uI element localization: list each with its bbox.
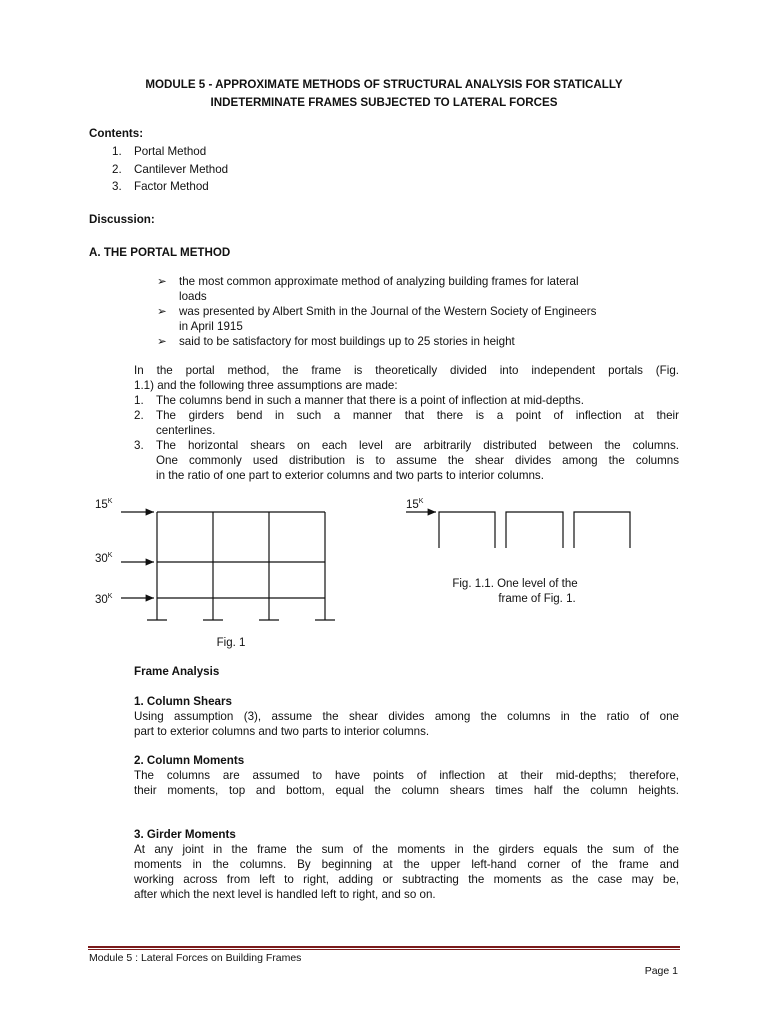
section-title: 3. Girder Moments (134, 828, 236, 841)
assumption-item: 2. The girders bend in such a manner that there is a point of inflection at their centerlines. (134, 409, 679, 437)
title-line-1: MODULE 5 - APPROXIMATE METHODS OF STRUCTURAL ANALYSIS FOR STATICALLY (145, 78, 623, 91)
portal (574, 512, 630, 548)
assumption-item: 1. The columns bend in such a manner that there is a point of inflection at mid-depths. (134, 394, 584, 407)
load-label: $15^K$ (406, 498, 424, 511)
frame-analysis-heading: Frame Analysis (134, 665, 220, 678)
portal-intro: In the portal method, the frame is theoretically divided into independent portals (Fig. 1.1) and the following three assumptions are made: (134, 364, 679, 392)
portal (439, 512, 495, 548)
column-moments-section: 2. Column Moments The columns are assumed to have points of inflection at their mid-depths; therefore, their moments, top and bottom, equal the column shears times half the column heights. (134, 754, 679, 797)
portal (506, 512, 563, 548)
load-label: $30^K$ (95, 593, 113, 606)
bullet-item: ➢ was presented by Albert Smith in the Journal of the Western Society of Engineers in April 1915 (157, 305, 597, 333)
discussion-heading: Discussion: (89, 213, 155, 226)
portal-frames (439, 512, 630, 548)
load-label: $15^K$ (95, 498, 113, 511)
portal-method-heading: A. THE PORTAL METHOD (89, 246, 231, 259)
column-shears-section: 1. Column Shears Using assumption (3), assume the shear divides among the columns in the ratio of one part to exterior columns and two parts to interior columns. (134, 695, 679, 738)
load-label: $30^K$ (95, 552, 113, 565)
fig11-caption-line2: frame of Fig. 1. (498, 593, 576, 605)
contents-item: 3. Factor Method (112, 180, 209, 193)
girder-moments-section: 3. Girder Moments At any joint in the frame the sum of the moments in the girders equals the sum of the moments in the columns. By beginning at the upper left-hand corner of the frame and working across from left to right, adding or subtracting the moments as the case may be, after which the next level is handled left to right, and so on. (134, 828, 679, 901)
assumption-item: 3. The horizontal shears on each level are arbitrarily distributed between the columns. One commonly used distribution is to assume the shear divides among the columns in the ratio of one part to exterior columns and two parts to interior columns. (134, 439, 679, 482)
footer-rule (88, 949, 680, 950)
arrow-bullet-icon: ➢ (157, 305, 167, 318)
fig11-caption-line1: Fig. 1.1. One level of the (452, 578, 578, 590)
section-title: 2. Column Moments (134, 754, 245, 767)
section-title: 1. Column Shears (134, 695, 232, 708)
page-number: Page 1 (644, 965, 678, 977)
contents-item: 1. Portal Method (112, 145, 207, 158)
contents-heading: Contents: (89, 127, 144, 140)
footer-rule (88, 946, 680, 948)
arrow-bullet-icon: ➢ (157, 335, 167, 348)
contents-item: 2. Cantilever Method (112, 162, 229, 176)
footer-text: Module 5 : Lateral Forces on Building Frames (89, 952, 302, 964)
bullet-item: ➢ said to be satisfactory for most buildings up to 25 stories in height (157, 335, 515, 348)
building-frame (147, 512, 335, 620)
bullet-item: ➢ the most common approximate method of analyzing building frames for lateral loads (157, 275, 579, 303)
fig1-caption: Fig. 1 (216, 637, 246, 649)
arrow-bullet-icon: ➢ (157, 275, 167, 288)
title-line-2: INDETERMINATE FRAMES SUBJECTED TO LATERAL FORCES (210, 96, 558, 109)
